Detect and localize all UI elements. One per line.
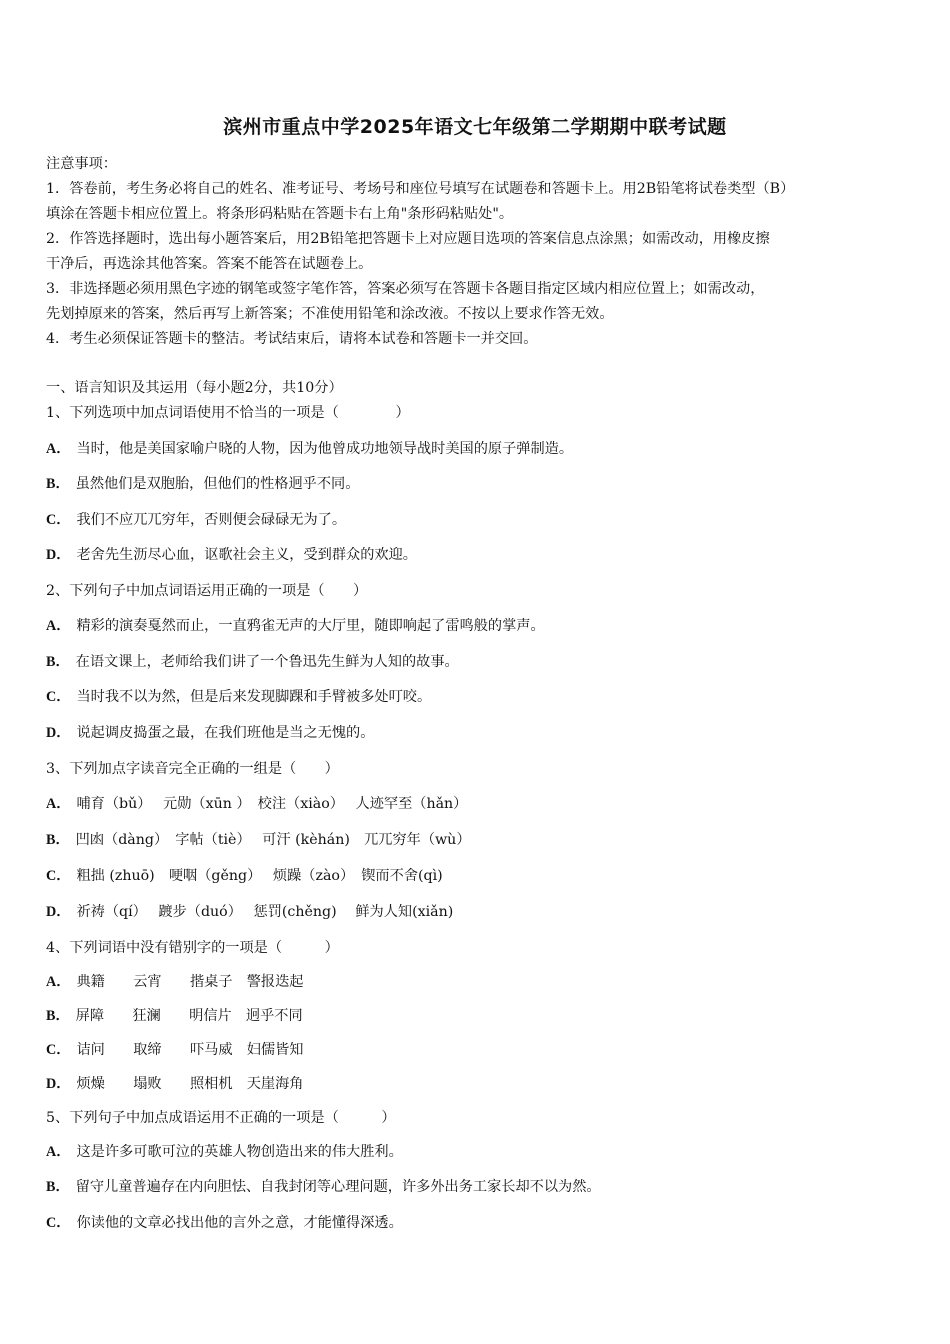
option-text: 诘问 取缔 吓马威 妇儒皆知 — [76, 1042, 304, 1058]
option-label: A． — [46, 796, 71, 812]
option-label: C． — [46, 1215, 71, 1231]
option-text: 老舍先生沥尽心血，讴歌社会主义，受到群众的欢迎。 — [76, 547, 417, 563]
option-label: B． — [46, 1179, 70, 1195]
option-label: A． — [46, 1144, 71, 1160]
option-c — [46, 1039, 303, 1059]
option-label: A． — [46, 618, 71, 634]
option-a — [46, 615, 545, 635]
question-stem: 1、下列选项中加点词语使用不恰当的一项是（ ） — [46, 405, 410, 421]
option-a — [46, 793, 467, 813]
option-label: D． — [46, 1076, 71, 1092]
option-a — [46, 438, 573, 458]
option-c — [46, 509, 346, 529]
option-text: 精彩的演奏戛然而止，一直鸦雀无声的大厅里，随即响起了雷鸣般的掌声。 — [76, 618, 545, 634]
option-label: C． — [46, 512, 71, 528]
notice-line: 填涂在答题卡相应位置上。将条形码粘贴在答题卡右上角"条形码粘贴处"。 — [46, 206, 514, 222]
option-text: 你读他的文章必找出他的言外之意，才能懂得深透。 — [76, 1215, 403, 1231]
notice-line: 干净后，再选涂其他答案。答案不能答在试题卷上。 — [46, 256, 373, 272]
option-text: 虽然他们是双胞胎，但他们的性格迥乎不同。 — [75, 476, 360, 492]
option-d — [46, 544, 417, 564]
option-c — [46, 686, 431, 706]
question-stem: 5、下列句子中加点成语运用不正确的一项是（ ） — [46, 1110, 396, 1126]
option-label: C． — [46, 868, 71, 884]
option-label: A． — [46, 974, 71, 990]
option-c — [46, 865, 443, 885]
option-text: 说起调皮捣蛋之最，在我们班他是当之无愧的。 — [76, 725, 375, 741]
notice-line: 3．非选择题必须用黑色字迹的钢笔或签字笔作答，答案必须写在答题卡各题目指定区域内相应位置上；如需改动， — [46, 281, 765, 297]
question-stem: 4、下列词语中没有错别字的一项是（ ） — [46, 940, 339, 956]
question-stem: 2、下列句子中加点词语运用正确的一项是（ ） — [46, 583, 368, 599]
option-text: 哺育（bǔ） 元勋（xūn ） 校注（xiào） 人迹罕至（hǎn） — [76, 796, 468, 812]
option-b — [46, 1005, 303, 1025]
option-d — [46, 1073, 303, 1093]
option-c — [46, 1212, 403, 1232]
option-text: 在语文课上，老师给我们讲了一个鲁迅先生鲜为人知的故事。 — [75, 654, 459, 670]
option-text: 屏障 狂澜 明信片 迥乎不同 — [75, 1008, 303, 1024]
option-label: C． — [46, 689, 71, 705]
option-d — [46, 722, 374, 742]
option-text: 我们不应兀兀穷年，否则便会碌碌无为了。 — [76, 512, 347, 528]
notice-line: 1．答卷前，考生务必将自己的姓名、准考证号、考场号和座位号填写在试题卷和答题卡上。用2B铅笔将试卷类型（B） — [46, 181, 795, 197]
option-text: 凹凼（dàng） 字帖（tiè） 可汗 (kèhán) 兀兀穷年（wù） — [75, 832, 471, 848]
option-b — [46, 1176, 601, 1196]
notice-line: 2．作答选择题时，选出每小题答案后，用2B铅笔把答题卡上对应题目选项的答案信息点涂黑；如需改动，用橡皮擦 — [46, 231, 770, 247]
option-b — [46, 473, 359, 493]
section-heading: 一、语言知识及其运用（每小题2分，共10分） — [46, 380, 343, 396]
option-text: 烦燥 塌败 照相机 天崖海角 — [76, 1076, 304, 1092]
option-text: 典籍 云宵 揩桌子 警报迭起 — [76, 974, 304, 990]
option-label: D． — [46, 547, 71, 563]
notice-heading: 注意事项： — [46, 156, 117, 172]
option-text: 当时我不以为然，但是后来发现脚踝和手臂被多处叮咬。 — [76, 689, 432, 705]
option-b — [46, 829, 471, 849]
option-b — [46, 651, 459, 671]
option-label: A． — [46, 441, 71, 457]
option-label: B． — [46, 476, 70, 492]
option-label: B． — [46, 654, 70, 670]
option-label: D． — [46, 725, 71, 741]
option-text: 当时，他是美国家喻户晓的人物，因为他曾成功地领导战时美国的原子弹制造。 — [76, 441, 574, 457]
page-title: 滨州市重点中学2025年语文七年级第二学期期中联考试题 — [223, 116, 727, 138]
option-text: 这是许多可歌可泣的英雄人物创造出来的伟大胜利。 — [76, 1144, 403, 1160]
question-stem: 3、下列加点字读音完全正确的一组是（ ） — [46, 761, 339, 777]
option-a — [46, 971, 303, 991]
notice-line: 4．考生必须保证答题卡的整洁。考试结束后，请将本试卷和答题卡一并交回。 — [46, 331, 538, 347]
option-text: 祈祷（qí） 踱步（duó） 惩罚(chěng) 鲜为人知(xiǎn) — [76, 904, 454, 920]
option-label: C． — [46, 1042, 71, 1058]
option-text: 粗拙 (zhuō) 哽咽（gěng） 烦躁（zào） 锲而不舍(qì) — [76, 868, 443, 884]
option-text: 留守儿童普遍存在内向胆怯、自我封闭等心理问题，许多外出务工家长却不以为然。 — [75, 1179, 601, 1195]
option-d — [46, 901, 453, 921]
option-label: B． — [46, 832, 70, 848]
notice-line: 先划掉原来的答案，然后再写上新答案；不准使用铅笔和涂改液。不按以上要求作答无效。 — [46, 306, 614, 322]
option-label: D． — [46, 904, 71, 920]
option-a — [46, 1141, 403, 1161]
option-label: B． — [46, 1008, 70, 1024]
